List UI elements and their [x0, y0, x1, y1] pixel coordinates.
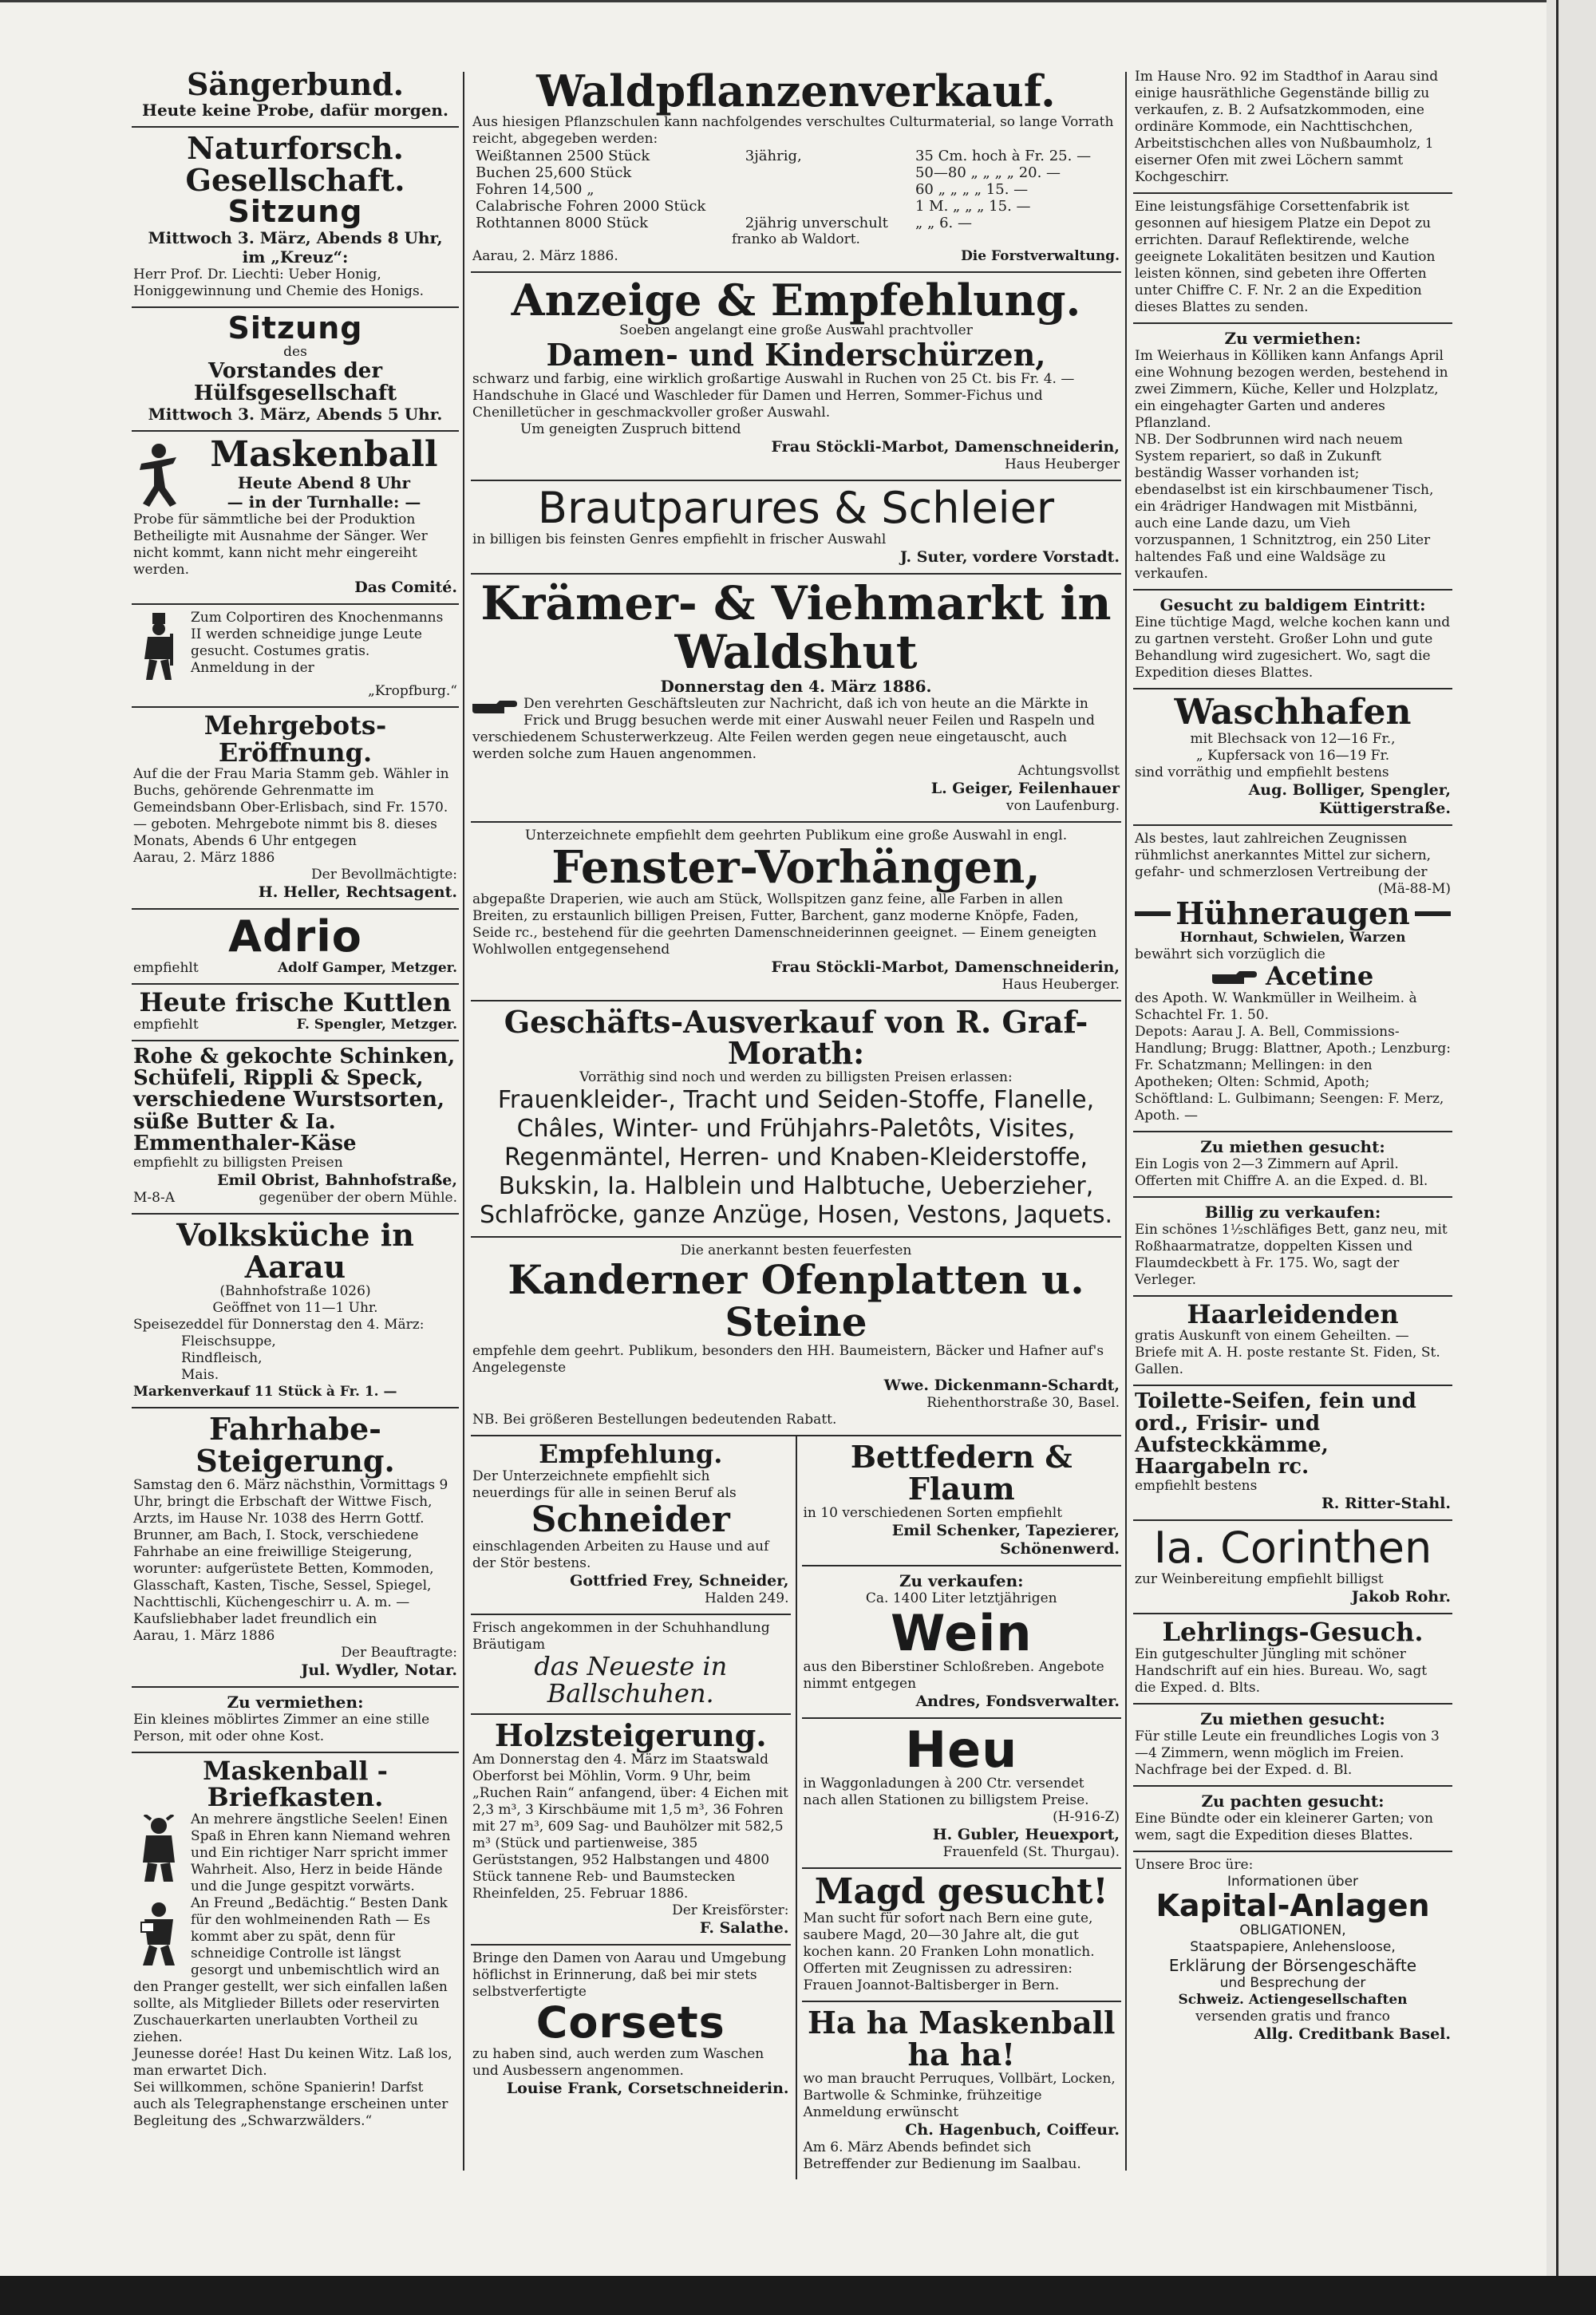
ad-title: Anzeige & Empfehlung.	[511, 274, 1081, 326]
ad-line: Hornhaut, Schwielen, Warzen	[1179, 930, 1406, 946]
ad-wein	[802, 1566, 1122, 1719]
ad-intro: Soeben angelangt eine große Auswahl prachtvoller	[619, 322, 973, 339]
ad-text: Anmeldung in der	[191, 660, 314, 677]
ad-signature: Gottfried Frey, Schneider,	[570, 1572, 789, 1590]
ad-line: OBLIGATIONEN,	[1239, 1922, 1346, 1938]
ad-signature: Emil Obrist, Bahnhofstraße,	[217, 1171, 457, 1190]
ad-waschhafen	[1133, 689, 1452, 826]
ad-gesucht-magd	[1133, 591, 1452, 689]
ad-title: Krämer- & Viehmarkt in Waldshut	[480, 575, 1112, 679]
ad-line: (Bahnhofstraße 1026)	[219, 1282, 371, 1299]
ad-signature: R. Ritter-Stahl.	[1321, 1495, 1451, 1513]
ad-signature-2: Haus Heuberger	[1004, 456, 1120, 473]
ad-title: Zu miethen gesucht:	[1200, 1709, 1385, 1728]
ad-title: Haarleidenden	[1187, 1298, 1399, 1329]
ad-signature-2: Schönenwerd.	[1000, 1540, 1120, 1558]
ad-braut	[471, 481, 1121, 575]
ad-title: Billig zu verkaufen:	[1204, 1202, 1381, 1222]
column-rule-left	[463, 72, 464, 2171]
divider	[1415, 911, 1451, 916]
ad-code: M-8-A	[133, 1190, 175, 1207]
ad-ausverkauf	[471, 1001, 1121, 1238]
ad-line: Heute Abend 8 Uhr	[237, 473, 411, 493]
ad-intro: Die anerkannt besten feuerfesten	[680, 1242, 912, 1259]
ad-corsets	[471, 1946, 791, 2104]
ad-text: empfiehlt bestens	[1135, 1478, 1258, 1495]
ad-text: Ein schönes 1½schläfiges Bett, ganz neu, mit Roßhaarmatratze, doppelten Kissen und Flaumdeckbett à Fr. 175. Wo, sagt der Verleger.	[1135, 1221, 1448, 1288]
ad-text: Eine Bündte oder ein kleinerer Garten; von wem, sagt die Expedition dieses Blattes.	[1135, 1810, 1433, 1843]
ad-signature-label: Der Bevollmächtigte:	[311, 867, 457, 883]
ad-text: Probe für sämmtliche bei der Produktion Betheiligte mit Ausnahme der Sänger. Wer nicht kommt, kann nicht mehr eingereiht werden.	[133, 512, 428, 579]
ad-waldpflanzen	[471, 64, 1121, 273]
ad-huehneraugen	[1133, 826, 1452, 1132]
ad-nb: NB. Der Sodbrunnen wird nach neuem System repariert, so daß in Zukunft beständig Wasser vorhanden ist; ebendaselbst ist ein kirschbaumener Tisch, ein 4rädriger Handwagen mit Mistbänni, auch eine Lande dazu, um Vieh vorzuspannen, 1 Schnitztrog, ein 250 Liter haltendes Faß und eine Waldsäge zu verkaufen.	[1135, 432, 1434, 582]
ad-title: Corsets	[535, 1997, 725, 2048]
ad-when: Mittwoch 3. März, Abends 5 Uhr.	[148, 405, 443, 425]
menu-item: Mais.	[181, 1366, 219, 1383]
ad-subtitle: Sitzung	[227, 310, 363, 346]
ad-date: Aarau, 2. März 1886.	[472, 247, 618, 264]
ad-holz	[471, 1715, 791, 1946]
ad-maskenball	[132, 432, 459, 605]
pointing-hand-icon	[472, 699, 517, 717]
ad-title: Bettfedern & Flaum	[850, 1439, 1073, 1507]
ad-schinken	[132, 1041, 459, 1215]
ad-title: das Neueste in Ballschuhen.	[534, 1651, 728, 1709]
table-row: Calabrische Fohren 2000 Stück 1 M. „ „ „ 15. —	[476, 197, 1031, 215]
ad-intro: Zu verkaufen:	[899, 1571, 1024, 1591]
ad-text: sind vorräthig und empfiehlt bestens	[1135, 764, 1389, 781]
ad-kanderner	[471, 1238, 1121, 1436]
ad-text: zur Weinbereitung empfiehlt billigst	[1135, 1571, 1384, 1588]
ad-text: abgepaßte Draperien, wie auch am Stück, Wollspitzen ganz feine, alle Farben in allen Breiten, zu erstaunlich billigen Preisen, Futter, Barchent, ganz moderne Knöpfe, Faden, Seide rc., bestehend für die geehrten Damenschneiderinnen geeignet. — Einem geneigten Wohlwollen entgegensehend	[472, 891, 1097, 958]
ad-signature-label: Der Beauftragte:	[341, 1644, 457, 1661]
ad-signature: Wwe. Dickenmann-Schardt,	[883, 1377, 1120, 1395]
ad-text: Ein kleines möblirtes Zimmer an eine stille Person, mit oder ohne Kost.	[133, 1711, 430, 1744]
ad-text: in Waggonladungen à 200 Ctr. versendet nach allen Stationen zu billigstem Preise.	[803, 1776, 1089, 1809]
ad-signature: Jul. Wydler, Notar.	[301, 1661, 457, 1679]
ad-title: Holzsteigerung.	[494, 1717, 767, 1754]
table-row: Weißtannen 2500 Stück 3jährig, 35 Cm. hoch à Fr. 25. —	[476, 147, 1092, 164]
ad-nb: NB. Bei größeren Bestellungen bedeutenden Rabatt.	[472, 1412, 837, 1428]
ad-date: Aarau, 2. März 1886	[133, 850, 275, 867]
costumed-figure-icon	[133, 613, 184, 681]
column-rule-right	[1125, 72, 1127, 2171]
ad-code: (Mä-88-M)	[1377, 881, 1451, 898]
ad-text: schwarz und farbig, eine wirklich großartige Auswahl in Ruchen von 25 Ct. bis Fr. 4. — Handschuhe in Glacé und Waschleder für Damen und Herren, Sommer-Fichus und Chenilletücher in geschmackvoller großer Auswahl.	[472, 371, 1075, 421]
ad-anzeige	[471, 273, 1121, 482]
ad-text: Ein gutgeschulter Jüngling mit schöner Handschrift auf ein hies. Bureau. Wo, sagt die Exped. d. Blts.	[1135, 1645, 1428, 1696]
ad-line: Geöffnet von 11—1 Uhr.	[212, 1299, 378, 1316]
ad-text: An Freund „Bedächtig.“ Besten Dank für den wohlmeinenden Rath — Es kommt aber zu spät, denn für schneidige Controlle ist längst gesorgt und unbemischtlich wird an den Pranger gestellt, wer sich einfallen laßen sollte, als Mitglieder Billets oder reservirten Zuschauerkarten unerlaubten Vortheil zu ziehen.	[133, 1894, 448, 2045]
ad-text: Herr Prof. Dr. Liechti: Ueber Honig, Honiggewinnung und Chemie des Honigs.	[133, 266, 425, 299]
ad-title: Heu	[905, 1720, 1018, 1780]
ad-line: versenden gratis und franco	[1195, 2008, 1390, 2025]
ad-signature-2: Frauenfeld (St. Thurgau).	[942, 1844, 1120, 1861]
ad-subtitle: Sitzung	[227, 193, 363, 229]
ad-naturforsch	[132, 128, 459, 308]
ad-title: Brautparures & Schleier	[537, 483, 1055, 534]
ad-line: und Besprechung der	[1219, 1974, 1366, 1991]
divider	[1135, 911, 1171, 916]
ad-text: zu haben sind, auch werden zum Waschen und Ausbessern angenommen.	[472, 2045, 764, 2079]
ad-text: Der Unterzeichnete empfiehlt sich neuerdings für alle in seinen Beruf als	[472, 1468, 737, 1501]
ad-signature: Emil Schenker, Tapezierer,	[891, 1522, 1120, 1540]
ad-line: — in der Turnhalle: —	[227, 492, 421, 512]
ad-title: Gesucht zu baldigem Eintritt:	[1159, 595, 1426, 614]
ad-signature: Das Comité.	[354, 579, 457, 597]
page-edge-line	[1556, 0, 1558, 2276]
ad-line: bewährt sich vorzüglich die	[1135, 946, 1325, 963]
ad-fenster	[471, 823, 1121, 1001]
ad-text: empfiehlt	[133, 1016, 199, 1033]
ad-text: Im Weierhaus in Kölliken kann Anfangs April eine Wohnung bezogen werden, bestehend in zwei Zimmern, Küche, Keller und Holzplatz, ein eingehagter Garten und anderes Pflanzland.	[1135, 348, 1448, 431]
ad-signature: Allg. Creditbank Basel.	[1254, 2025, 1451, 2043]
ad-signature: L. Geiger, Feilenhauer	[930, 779, 1120, 797]
ad-title: Toilette-Seifen, fein und ord., Frisir- und Aufsteckkämme, Haargabeln rc.	[1135, 1389, 1416, 1479]
ad-heu	[802, 1719, 1122, 1869]
ad-lehrling	[1133, 1614, 1452, 1705]
price-table	[472, 148, 1120, 231]
ad-signature: F. Salathe.	[699, 1919, 789, 1938]
ad-title: Sängerbund.	[186, 66, 405, 102]
ad-text: in billigen bis feinsten Genres empfiehlt in frischer Auswahl	[472, 531, 887, 547]
menu-item: Fleischsuppe,	[181, 1333, 276, 1349]
ad-subtitle: Damen- und Kinderschürzen,	[546, 337, 1046, 373]
ad-text: Jeunesse dorée! Hast Du keinen Witz. Laß los, man erwartet Dich.	[133, 2045, 452, 2079]
ad-logis2	[1133, 1705, 1452, 1787]
ad-text: An mehrere ängstliche Seelen! Einen Spaß in Ehren kann Niemand wehren und Ein richtiger Narr spricht immer Wahrheit. Also, Herz in beide Hände und die Junge gespitzt vorwärts.	[191, 1811, 451, 1894]
ad-signature-2: gegenüber der obern Mühle.	[259, 1190, 457, 1207]
ad-text: wo man braucht Perruques, Vollbärt, Locken, Bartwolle & Schminke, frühzeitige Anmeldung erwünscht	[803, 2071, 1116, 2121]
ad-title: Zu miethen gesucht:	[1200, 1136, 1385, 1156]
ad-signature-label: Der Kreisförster:	[672, 1902, 789, 1919]
ad-adrio	[132, 910, 459, 985]
ad-title: Fenster-Vorhängen,	[551, 840, 1041, 894]
ad-text: Am 6. März Abends befindet sich Betreffender zur Bedienung im Saalbau.	[803, 2139, 1081, 2173]
ad-line: Ca. 1400 Liter letztjährigen	[865, 1590, 1057, 1607]
ad-saengerbund	[132, 64, 459, 128]
ad-schneider	[471, 1436, 791, 1615]
ad-signature-2: Halden 249.	[704, 1590, 789, 1607]
page-edge	[1547, 0, 1596, 2276]
ad-text: Speisezeddel für Donnerstag den 4. März:	[133, 1316, 425, 1333]
ad-signature: H. Heller, Rechtsagent.	[258, 883, 457, 902]
ad-toilette	[1133, 1386, 1452, 1521]
ad-vorstand	[132, 308, 459, 432]
ad-title: Magd gesucht!	[814, 1871, 1108, 1913]
ad-title: Empfehlung.	[539, 1439, 723, 1470]
ad-kuttle	[132, 985, 459, 1041]
top-border	[0, 0, 1547, 2]
ad-koelliken	[1133, 324, 1452, 591]
clown-figure-icon	[133, 1898, 184, 1967]
table-row: Buchen 25,600 Stück 50—80 „ „ „ „ 20. —	[476, 164, 1061, 181]
pointing-hand-icon	[1212, 970, 1257, 987]
ad-signature: Frau Stöckli-Marbot, Damenschneiderin,	[771, 438, 1120, 456]
ad-title: Lehrlings-Gesuch.	[1162, 1617, 1424, 1648]
column-left	[132, 64, 459, 2136]
ad-intro: Unsere Broc üre:	[1135, 1856, 1254, 1873]
ad-signature: Adolf Gamper, Metzger.	[277, 960, 457, 977]
ad-text: empfiehlt zu billigsten Preisen	[133, 1155, 343, 1171]
ad-title: Maskenball - Briefkasten.	[203, 1755, 388, 1813]
ad-text: Samstag den 6. März nächsthin, Vormittags 9 Uhr, bringt die Erbschaft der Wittwe Fisch, Arzts, im Hause Nr. 1038 des Herrn Gottf. Brunner, am Bach, I. Stock, verschiedene Fahrhabe an eine freiwillige Steigerung, worunter: aufgerüstete Betten, Kommoden, Glasschaft, Kasten, Tische, Sessel, Spiegel, Nachttischli, Küchengeschirr u. A. m. — Kaufsliebhaber ladet freundlich ein	[133, 1476, 448, 1627]
ad-text: Aus hiesigen Pflanzschulen kann nachfolgendes verschultes Culturmaterial, so lange Vorrath reicht, abgegeben werden:	[472, 113, 1114, 147]
ad-line: Staatspapiere, Anlehensloose,	[1190, 1938, 1396, 1955]
ad-corsettenfabrik	[1133, 194, 1452, 324]
ad-text: in 10 verschiedenen Sorten empfiehlt	[803, 1505, 1063, 1522]
ad-depots: Depots: Aarau J. A. Bell, Commissions-Handlung; Brugg: Blattner, Apoth.; Lenzburg: Fr. Schatzmann; Mellingen: in den Apotheken; Olten: Schmid, Apoth; Schöftland: L. Gulbimann; Seengen: F. Merz, Apoth. —	[1135, 1023, 1451, 1124]
dancing-figure-icon	[133, 440, 184, 508]
ad-signature: J. Suter, vordere Vorstadt.	[900, 547, 1120, 566]
ad-line: Informationen über	[1227, 1873, 1359, 1890]
ad-signature-2: von Laufenburg.	[1005, 797, 1120, 814]
ad-text: aus den Biberstiner Schloßreben. Angebote nimmt entgegen	[803, 1659, 1104, 1693]
ad-text: Sei willkommen, schöne Spanierin! Darfst auch als Telegraphenstange erscheinen unter Begleitung des „Schwarzwälders.“	[133, 2079, 448, 2129]
column-middle	[471, 64, 1121, 2179]
ad-fahrhabe	[132, 1408, 459, 1688]
ad-title: Maskenball	[210, 434, 438, 476]
ad-title: Mehrgebots-Eröffnung.	[203, 710, 387, 768]
ad-garten	[1133, 1787, 1452, 1852]
ad-items: Frauenkleider-, Tracht und Seiden-Stoffe, Flanelle, Châles, Winter- und Frühjahrs-Paletôts, Visites, Regenmäntel, Herren- und Knaben-Kleiderstoffe, Bukskin, Ia. Halblein und Halbtuche, Ueberzieher, Schlafröcke, ganze Anzüge, Hosen, Vestons, Jaquets.	[479, 1086, 1113, 1230]
ad-franko: franko ab Waldort.	[732, 231, 860, 247]
ad-haha	[802, 2002, 1122, 2179]
ad-line: mit Blechsack von 12—16 Fr.,	[1190, 731, 1396, 748]
ad-colportiren	[132, 605, 459, 708]
ad-text: des Apoth. W. Wankmüller in Weilheim. à Schachtel Fr. 1. 50.	[1135, 990, 1417, 1023]
ad-text: Bringe den Damen von Aarau und Umgebung höflichst in Erinnerung, daß bei mir stets selbstverfertigte	[472, 1950, 787, 2001]
ad-signature: Louise Frank, Corsetschneiderin.	[506, 2079, 789, 2097]
ad-title: Zu vermiethen:	[227, 1692, 364, 1712]
ad-line: Erklärung der Börsengeschäfte	[1168, 1955, 1417, 1975]
ad-title: Rohe & gekochte Schinken, Schüfeli, Rippli & Speck, verschiedene Wurstsorten, süße Butter & Ia. Emmenthaler-Käse	[133, 1044, 456, 1156]
ad-when: Mittwoch 3. März, Abends 8 Uhr,	[148, 227, 443, 247]
ad-note: Heute keine Probe, dafür morgen.	[142, 100, 448, 120]
ad-intro: Vorräthig sind noch und werden zu billigsten Preisen erlassen:	[579, 1069, 1013, 1086]
ad-logis	[1133, 1132, 1452, 1198]
ad-signature: Ch. Hagenbuch, Coiffeur.	[905, 2121, 1120, 2139]
ad-signature-2: Riehenthorstraße 30, Basel.	[926, 1395, 1120, 1412]
ad-title: Naturforsch. Gesellschaft.	[185, 129, 405, 198]
ad-text: Eine leistungsfähige Corsettenfabrik ist gesonnen auf hiesigem Platze ein Depot zu errichten. Darauf Reflektirende, welche geeignete Lokalitäten besitzen und Kaution leisten können, sind gebeten ihre Offerten unter Chiffre C. F. Nr. 2 an die Expedition dieses Blattes zu senden.	[1135, 199, 1436, 315]
two-column-block	[471, 1436, 1121, 2179]
ad-title: Wein	[890, 1604, 1033, 1663]
ad-line: Schweiz. Actiengesellschaften	[1178, 1991, 1408, 2008]
ad-text: Am Donnerstag den 4. März im Staatswald Oberforst bei Möhlin, Vorm. 9 Uhr, beim „Ruchen Rain“ anfangend, über: 4 Eichen mit 2,3 m³, 3 Kirschbäume mit 1,5 m³, 36 Fohren mit 27 m³, 609 Sag- und Bauhölzer mit 582,5 m³ (Stück und partienweise, 385 Gerüststangen, 952 Halbstangen und 4800 Stück tannene Reb- und Baumstecken	[472, 1752, 788, 1886]
ad-place: „Kropfburg.“	[368, 683, 457, 700]
ad-haarleiden	[1133, 1297, 1452, 1387]
table-row: Fohren 14,500 „ 60 „ „ „ „ 15. —	[476, 180, 1029, 198]
ad-signature: Jakob Rohr.	[1351, 1588, 1451, 1606]
ad-signature: Andres, Fondsverwalter.	[915, 1693, 1120, 1711]
ad-text: Ein Logis von 2—3 Zimmern auf April. Offerten mit Chiffre A. an die Exped. d. Bl.	[1135, 1156, 1428, 1189]
ad-stadthof	[1133, 64, 1452, 194]
ad-signature-2: Haus Heuberger.	[1001, 976, 1120, 993]
ad-bett	[1133, 1198, 1452, 1297]
ad-title: Kanderner Ofenplatten u. Steine	[508, 1256, 1084, 1345]
ad-title: Volksküche in Aarau	[176, 1217, 414, 1286]
ad-title: Geschäfts-Ausverkauf von R. Graf-Morath:	[504, 1003, 1088, 1072]
ad-text: Für stille Leute ein freundliches Logis von 3—4 Zimmern, wenn möglich im Freien. Nachfrage bei der Exped. d. Bl.	[1135, 1728, 1440, 1778]
ad-title: Kapital-Anlagen	[1156, 1887, 1430, 1923]
ad-signature: Die Forstverwaltung.	[961, 247, 1120, 264]
ad-mehrgebot	[132, 708, 459, 910]
ad-date: Donnerstag den 4. März 1886.	[660, 676, 932, 696]
ad-where: im „Kreuz“:	[242, 247, 349, 267]
ad-ask: Um geneigten Zuspruch bittend	[520, 421, 741, 438]
ad-bettfedern	[802, 1436, 1122, 1566]
ad-kapital	[1133, 1852, 1452, 2050]
table-row: Rothtannen 8000 Stück 2jährig unverschult „ „ 6. —	[476, 214, 972, 231]
ad-date: Rheinfelden, 25. Februar 1886.	[472, 1886, 689, 1902]
ad-signature-2: Küttigerstraße.	[1319, 800, 1451, 818]
sub-column-right	[796, 1436, 1122, 2179]
ad-title: Hühneraugen	[1175, 895, 1410, 932]
ad-text: Auf die der Frau Maria Stamm geb. Wähler in Buchs, gehörende Gehrenmatte im Gemeindsbann Ober-Erlisbach, sind Fr. 1570. — geboten. Mehrgebote nimmt bis 8. dieses Monats, Abends 6 Uhr entgegen	[133, 766, 449, 850]
bottom-border	[0, 2276, 1596, 2315]
ad-text: Im Hause Nro. 92 im Stadthof in Aarau sind einige hausräthliche Gegenstände billig zu verkaufen, z. B. 2 Aufsatzkommoden, eine ordinäre Kommode, ein Nachttischchen, Arbeitstischchen alles von Nußbaumholz, 1 eiserner Ofen mit zwei Löchern sammt Kochgeschirr.	[1135, 69, 1439, 185]
ad-text: empfehle dem geehrt. Publikum, besonders den HH. Baumeistern, Bäcker und Hafner auf's Angelegenste	[472, 1343, 1104, 1377]
ad-title: Fahrhabe-Steigerung.	[196, 1410, 395, 1479]
ad-title: Ia. Corinthen	[1153, 1523, 1432, 1574]
menu-item: Rindfleisch,	[181, 1349, 263, 1366]
ad-text: Zum Colportiren des Knochenmanns II werden schneidige junge Leute gesucht. Costumes gratis.	[191, 610, 444, 660]
ad-corinthen	[1133, 1521, 1452, 1614]
ad-title: Ha ha Maskenball ha ha!	[807, 2005, 1116, 2073]
ad-title: Zu pachten gesucht:	[1201, 1791, 1385, 1811]
ad-big: Schneider	[531, 1499, 730, 1540]
ad-signature: Frau Stöckli-Marbot, Damenschneiderin,	[771, 958, 1120, 976]
ad-text: einschlagenden Arbeiten zu Hause und auf der Stör bestens.	[472, 1539, 769, 1572]
ad-magd-bern	[802, 1869, 1122, 2002]
ad-line: „ Kupfersack von 16—19 Fr.	[1195, 748, 1390, 764]
ad-schuhe	[471, 1615, 791, 1715]
ad-title: Vorstandes der Hülfsgesellschaft	[193, 359, 397, 405]
ad-signature: F. Spengler, Metzger.	[296, 1016, 457, 1033]
ad-title: Heute frische Kuttlen	[139, 987, 452, 1018]
ad-intro: Als bestes, laut zahlreichen Zeugnissen rühmlichst anerkanntes Mittel zur sichern, gefahr- und schmerzlosen Vertreibung der	[1135, 831, 1432, 881]
ad-signature-label: Achtungsvollst	[1017, 762, 1120, 779]
ad-des: des	[283, 344, 307, 361]
ad-text: gratis Auskunft von einem Geheilten. — Briefe mit A. H. poste restante St. Fiden, St. Gallen.	[1135, 1328, 1440, 1378]
ad-briefkasten	[132, 1753, 459, 2136]
ad-zimmer	[132, 1688, 459, 1753]
ad-title: Waschhafen	[1174, 692, 1412, 733]
ad-volkskueche	[132, 1215, 459, 1408]
column-right	[1133, 64, 1452, 2050]
ad-text: Eine tüchtige Magd, welche kochen kann und zu gartnen versteht. Großer Lohn und gute Behandlung wird zugesichert. Wo, sagt die Expedition dieses Blattes.	[1135, 614, 1451, 681]
sub-column-left	[471, 1436, 796, 2179]
ad-kraemer	[471, 575, 1121, 823]
ad-date: Aarau, 1. März 1886	[133, 1627, 275, 1644]
ad-title: Adrio	[228, 911, 362, 962]
ad-title: Zu vermiethen:	[1224, 329, 1361, 348]
ad-signature: Aug. Bolliger, Spengler,	[1248, 781, 1451, 800]
ad-marken: Markenverkauf 11 Stück à Fr. 1. —	[133, 1383, 397, 1400]
jester-figure-icon	[133, 1815, 184, 1883]
ad-text: empfiehlt	[133, 960, 199, 977]
ad-signature: H. Gubler, Heuexport,	[932, 1826, 1120, 1844]
ad-title: Waldpflanzenverkauf.	[536, 65, 1056, 117]
ad-product: Acetine	[1265, 961, 1374, 992]
ad-code: (H-916-Z)	[1053, 1809, 1120, 1826]
ad-text: Man sucht für sofort nach Bern eine gute, saubere Magd, 20—30 Jahre alt, die gut kochen kann. 20 Franken Lohn monatlich. Offerten mit Zeugnissen zu adressiren: Frauen Joannot-Baltisberger in Bern.	[803, 1910, 1095, 1994]
ad-intro: Unterzeichnete empfiehlt dem geehrten Publikum eine große Auswahl in engl.	[524, 827, 1068, 843]
ad-text: Den verehrten Geschäftsleuten zur Nachricht, daß ich von heute an die Märkte in Frick und Brugg besuchen werde mit einer Auswahl neuer Feilen und Raspeln und verschiedenem Schusterwerkzeug. Alte Feilen werden gegen neue eingetauscht, auch werden solche zum Hauen angenommen.	[472, 695, 1095, 762]
ad-text: Frisch angekommen in der Schuhhandlung Bräutigam	[472, 1620, 770, 1653]
